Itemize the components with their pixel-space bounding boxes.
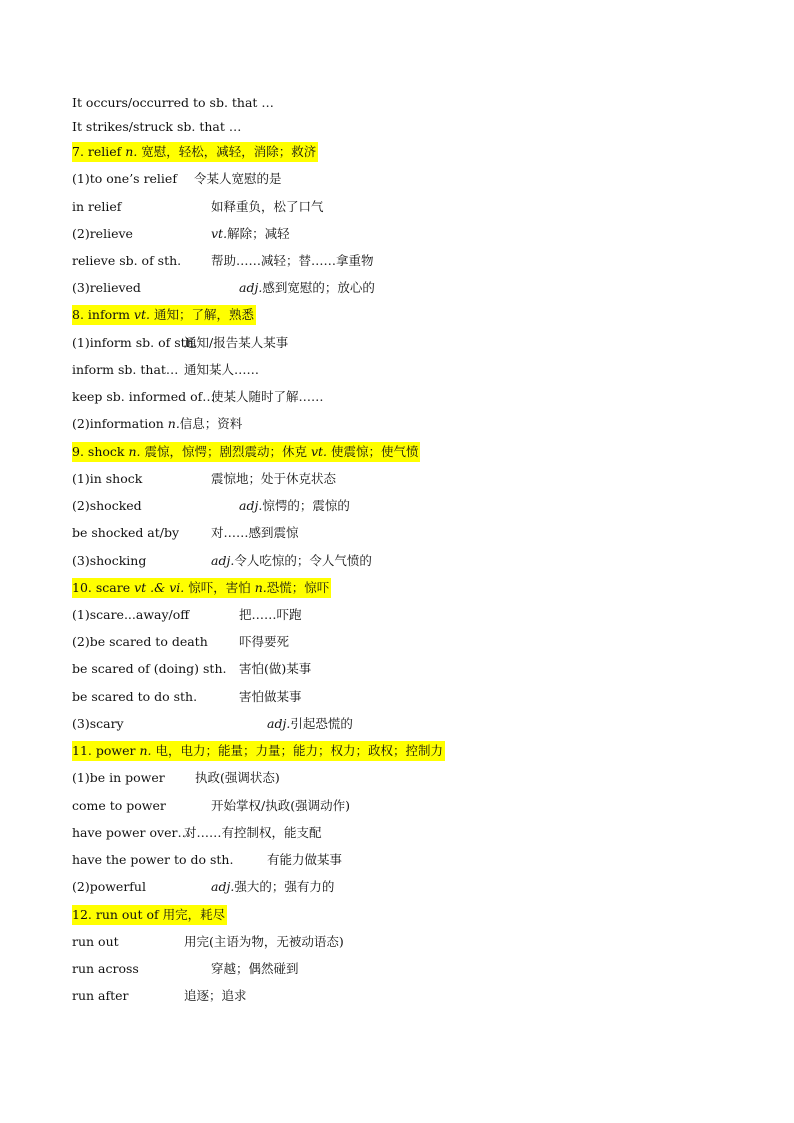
- entry-meaning: 使某人随时了解……: [211, 389, 324, 404]
- entry-meaning: 用完(主语为物，无被动语态): [184, 934, 344, 949]
- entry-phrase: (1)scare...away/off: [72, 607, 190, 622]
- headword: 9. shock: [72, 444, 129, 459]
- entry-meaning: 害怕做某事: [239, 689, 302, 704]
- part-of-speech: adj.: [267, 716, 291, 731]
- part-of-speech: n.: [128, 444, 141, 459]
- entry-phrase: have the power to do sth.: [72, 852, 234, 867]
- entry-phrase: run across: [72, 961, 139, 976]
- entry-phrase: (1)be in power: [72, 770, 165, 785]
- headword: 7. relief: [72, 144, 126, 159]
- heading-highlight: [72, 142, 318, 162]
- entry-phrase: (2)be scared to death: [72, 634, 208, 649]
- heading-meaning: 通知；了解，熟悉: [149, 307, 254, 322]
- entry-meaning: 通知某人……: [184, 362, 260, 377]
- entry-phrase: be shocked at/by: [72, 525, 180, 540]
- entry-meaning: adj.令人吃惊的；令人气愤的: [211, 553, 372, 568]
- entry-phrase: run after: [72, 988, 129, 1003]
- part-of-speech: vt .& vi.: [134, 580, 185, 595]
- entry-meaning: 开始掌权/执政(强调动作): [211, 798, 350, 813]
- entry-phrase: (3)relieved: [72, 280, 141, 295]
- part-of-speech: adj.: [239, 280, 263, 295]
- entry-phrase: (2)information n.信息；资料: [72, 416, 243, 431]
- heading-meaning: 震惊，惊愕；剧烈震动；休克: [140, 444, 311, 459]
- heading-meaning: 使震惊；使气愤: [327, 444, 419, 459]
- part-of-speech: n.: [254, 580, 267, 595]
- entry-meaning: 令某人宽慰的是: [194, 171, 282, 186]
- entry-meaning: 通知/报告某人某事: [184, 335, 289, 350]
- entry-phrase: be scared to do sth.: [72, 689, 198, 704]
- entry-meaning: 害怕(做)某事: [239, 661, 312, 676]
- part-of-speech: n.: [139, 743, 152, 758]
- entry-phrase: (2)relieve: [72, 226, 133, 241]
- headword: 11. power: [72, 743, 140, 758]
- entry-phrase: (1)in shock: [72, 471, 143, 486]
- entry-phrase: (3)shocking: [72, 553, 147, 568]
- entry-phrase: keep sb. informed of…: [72, 389, 215, 404]
- heading-highlight: [72, 741, 445, 761]
- part-of-speech: adj.: [239, 498, 263, 513]
- entry-meaning: adj.引起恐慌的: [267, 716, 353, 731]
- part-of-speech: n.: [125, 144, 138, 159]
- heading-highlight: [72, 905, 227, 925]
- part-of-speech: vt.: [211, 226, 228, 241]
- entry-meaning: adj.惊愕的；震惊的: [239, 498, 350, 513]
- headword: 12. run out of: [72, 907, 163, 922]
- entry-meaning: adj.强大的；强有力的: [211, 879, 335, 894]
- part-of-speech: adj.: [211, 553, 235, 568]
- entry-meaning: 对……感到震惊: [211, 525, 299, 540]
- entry-phrase: (1)inform sb. of sth.: [72, 335, 198, 350]
- heading-meaning: 惊吓，害怕: [184, 580, 255, 595]
- entry-meaning: 吓得要死: [239, 634, 290, 649]
- part-of-speech: n.: [167, 416, 180, 431]
- entry-phrase: inform sb. that…: [72, 362, 179, 377]
- part-of-speech: adj.: [211, 879, 235, 894]
- heading-highlight: [72, 442, 420, 462]
- heading-highlight: [72, 305, 256, 325]
- heading-highlight: [72, 578, 331, 598]
- entry-phrase: have power over…: [72, 825, 190, 840]
- entry-meaning: 有能力做某事: [267, 852, 343, 867]
- entry-phrase: (2)powerful: [72, 879, 146, 894]
- entry-meaning: 追逐；追求: [184, 988, 247, 1003]
- entry-meaning: 帮助……减轻；替……拿重物: [211, 253, 374, 268]
- entry-phrase: (3)scary: [72, 716, 124, 731]
- entry-phrase: be scared of (doing) sth.: [72, 661, 227, 676]
- entry-phrase: come to power: [72, 798, 166, 813]
- entry-meaning: 执政(强调状态): [195, 770, 280, 785]
- phrase-text: It occurs/occurred to sb. that …: [72, 95, 274, 110]
- heading-meaning: 恐慌；惊吓: [266, 580, 330, 595]
- part-of-speech: vt.: [310, 444, 327, 459]
- headword: 10. scare: [72, 580, 135, 595]
- entry-phrase: (2)shocked: [72, 498, 142, 513]
- entry-phrase: in relief: [72, 199, 122, 214]
- entry-phrase: relieve sb. of sth.: [72, 253, 182, 268]
- headword: 8. inform: [72, 307, 134, 322]
- entry-meaning: 把……吓跑: [239, 607, 302, 622]
- heading-meaning: 用完，耗尽: [162, 907, 226, 922]
- entry-meaning: 震惊地；处于休克状态: [211, 471, 337, 486]
- part-of-speech: vt.: [133, 307, 150, 322]
- entry-phrase: run out: [72, 934, 119, 949]
- heading-meaning: 电，电力；能量；力量；能力；权力；政权；控制力: [151, 743, 443, 758]
- entry-meaning: 穿越；偶然碰到: [211, 961, 299, 976]
- entry-meaning: 对……有控制权，能支配: [184, 825, 322, 840]
- entry-meaning: adj.感到宽慰的；放心的: [239, 280, 375, 295]
- entry-meaning: vt.解除；减轻: [211, 226, 290, 241]
- entry-phrase: (1)to one’s relief: [72, 171, 177, 186]
- phrase-text: It strikes/struck sb. that …: [72, 119, 242, 134]
- entry-meaning: 如释重负，松了口气: [211, 199, 324, 214]
- heading-meaning: 宽慰，轻松，减轻，消除；救济: [137, 144, 317, 159]
